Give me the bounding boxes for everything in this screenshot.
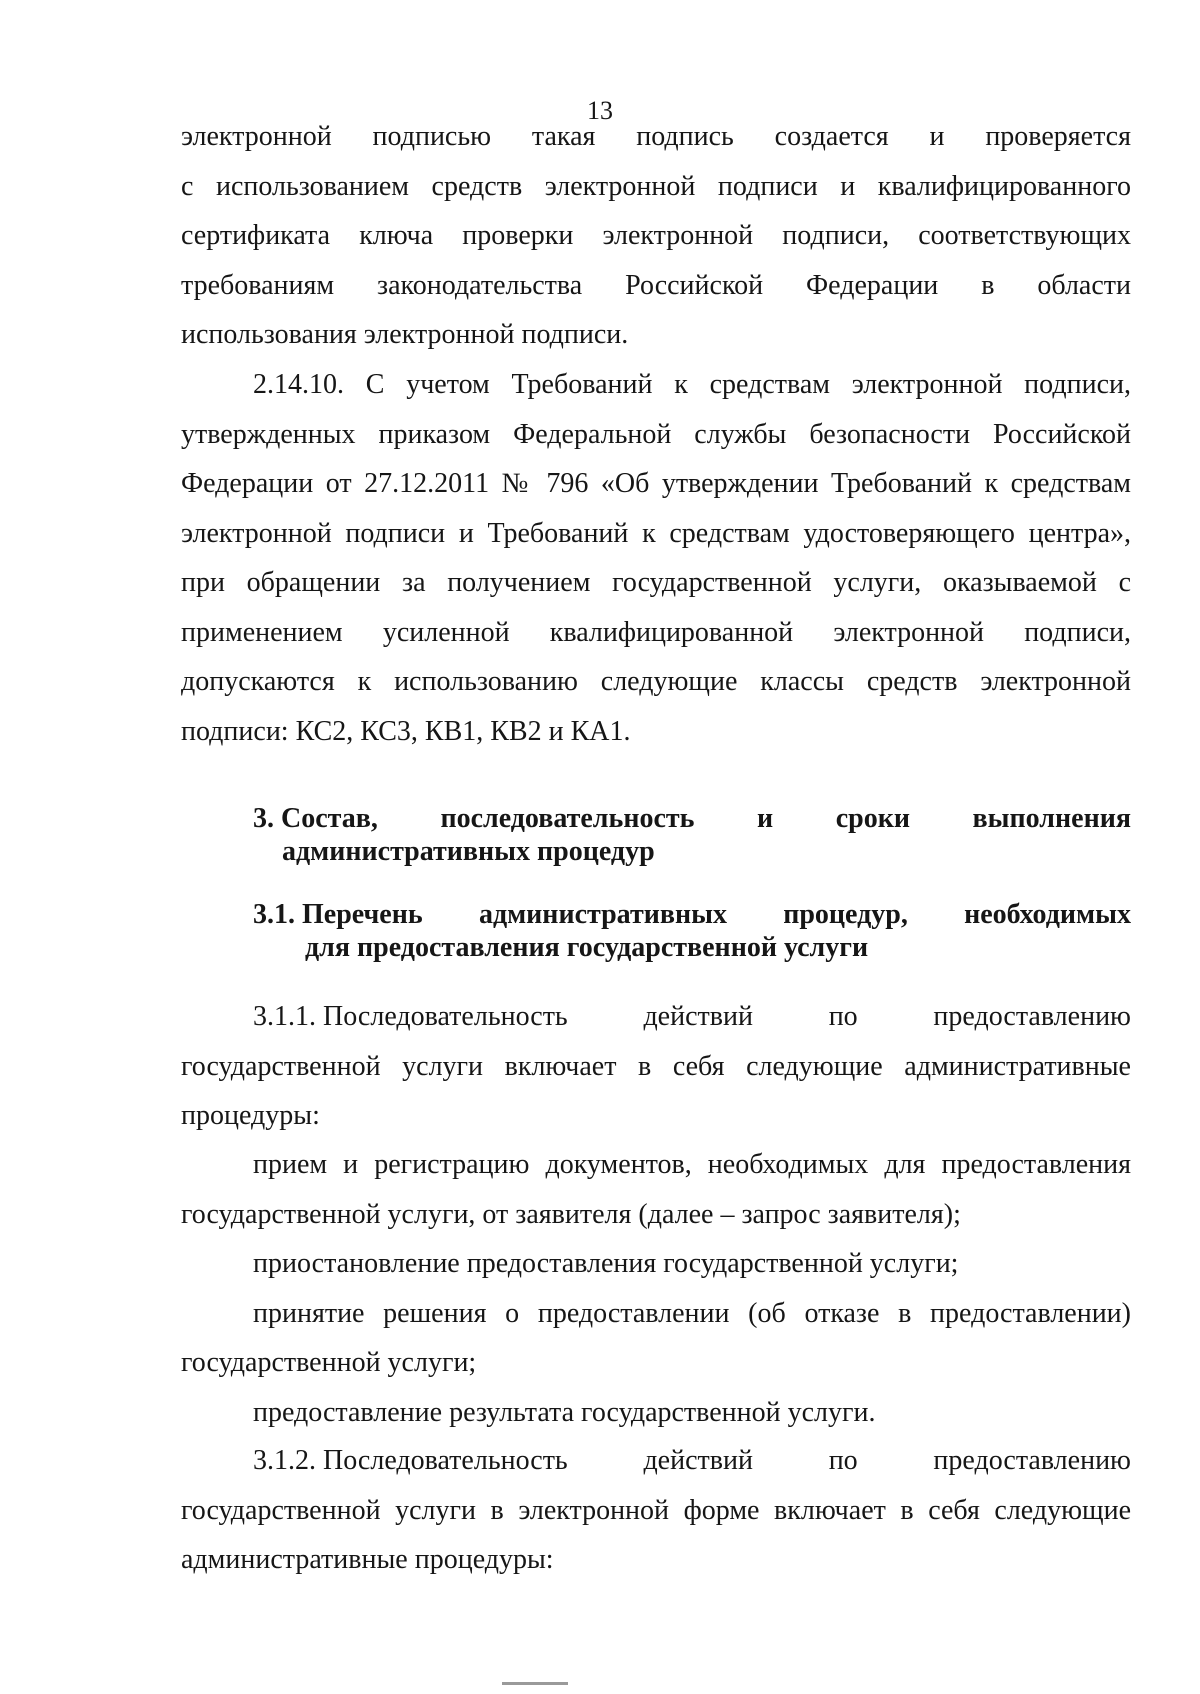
continuation-paragraph (181, 112, 1131, 360)
word: действий (643, 1001, 753, 1032)
paragraph-2-14-10 (181, 360, 1131, 756)
heading-line (253, 802, 1131, 835)
heading-word: выполнения (972, 803, 1131, 834)
heading-line (253, 898, 1131, 931)
heading-word: процедур, (783, 899, 908, 930)
list-item: предоставление результата государственной услуги. (253, 1396, 876, 1428)
heading-line: административных процедур (282, 836, 655, 867)
paragraph-text: 2.14.10. С учетом Требований к средствам электронной подписи, утвержденных приказом Федеральной службы безопасности Российской Федерации от 27.12.2011 № 796 «Об утверждении Требований к средствам электронной подписи и Требований к средствам удостоверяющего центра», при обращении за получением государственной услуги, оказываемой с применением усиленной квалифицированной электронной подписи, допускаются к использованию следующие классы средств электронной подписи: КС2, КС3, КВ1, КВ2 и КА1. (181, 369, 1131, 747)
paragraph-3-1-1 (181, 992, 1131, 1141)
word: 3.1.2. Последовательность (253, 1445, 568, 1476)
word: предоставлению (933, 1001, 1131, 1032)
word: действий (643, 1445, 753, 1476)
heading-line: для предоставления государственной услуги (305, 932, 869, 963)
word: подписью (372, 121, 492, 152)
word: такая (531, 121, 596, 152)
scan-artifact (502, 1682, 568, 1685)
paragraph-text: государственной услуги в электронной форме включает в себя следующие административные процедуры: (181, 1494, 1131, 1575)
heading-word: необходимых (964, 899, 1131, 930)
heading-word: административных (478, 899, 727, 930)
list-item: прием и регистрацию документов, необходимых для предоставления государственной услуги, от заявителя (далее – запрос заявителя); (181, 1149, 1131, 1230)
paragraph-first-line (181, 1436, 1131, 1486)
word: проверяется (985, 121, 1131, 152)
list-item: принятие решения о предоставлении (об отказе в предоставлении) государственной услуги; (181, 1297, 1131, 1378)
continuation-first-line (181, 112, 1131, 162)
heading-word: сроки (835, 803, 910, 834)
word: по (828, 1445, 858, 1476)
page-number: 13 (587, 96, 613, 125)
list-item: приостановление предоставления государственной услуги; (253, 1248, 959, 1279)
word: и (929, 121, 945, 152)
heading-word: 3.1. Перечень (253, 899, 423, 930)
word: подпись (636, 121, 734, 152)
word: по (828, 1001, 858, 1032)
paragraph-3-1-2 (181, 1436, 1131, 1585)
section-3-1-heading (253, 898, 1131, 964)
procedure-list (181, 1140, 1131, 1437)
word: создается (774, 121, 889, 152)
word: 3.1.1. Последовательность (253, 1001, 568, 1032)
heading-word: 3. Состав, (253, 803, 378, 834)
heading-word: и (757, 803, 774, 834)
word: электронной (181, 121, 332, 152)
paragraph-first-line (181, 992, 1131, 1042)
heading-word: последовательность (440, 803, 695, 834)
section-3-heading (253, 802, 1131, 868)
paragraph-text: государственной услуги включает в себя следующие административные процедуры: (181, 1050, 1131, 1131)
word: предоставлению (933, 1445, 1131, 1476)
continuation-text: с использованием средств электронной подписи и квалифицированного сертификата ключа проверки электронной подписи, соответствующих требованиям законодательства Российской Федерации в области использования электронной подписи. (181, 170, 1131, 350)
